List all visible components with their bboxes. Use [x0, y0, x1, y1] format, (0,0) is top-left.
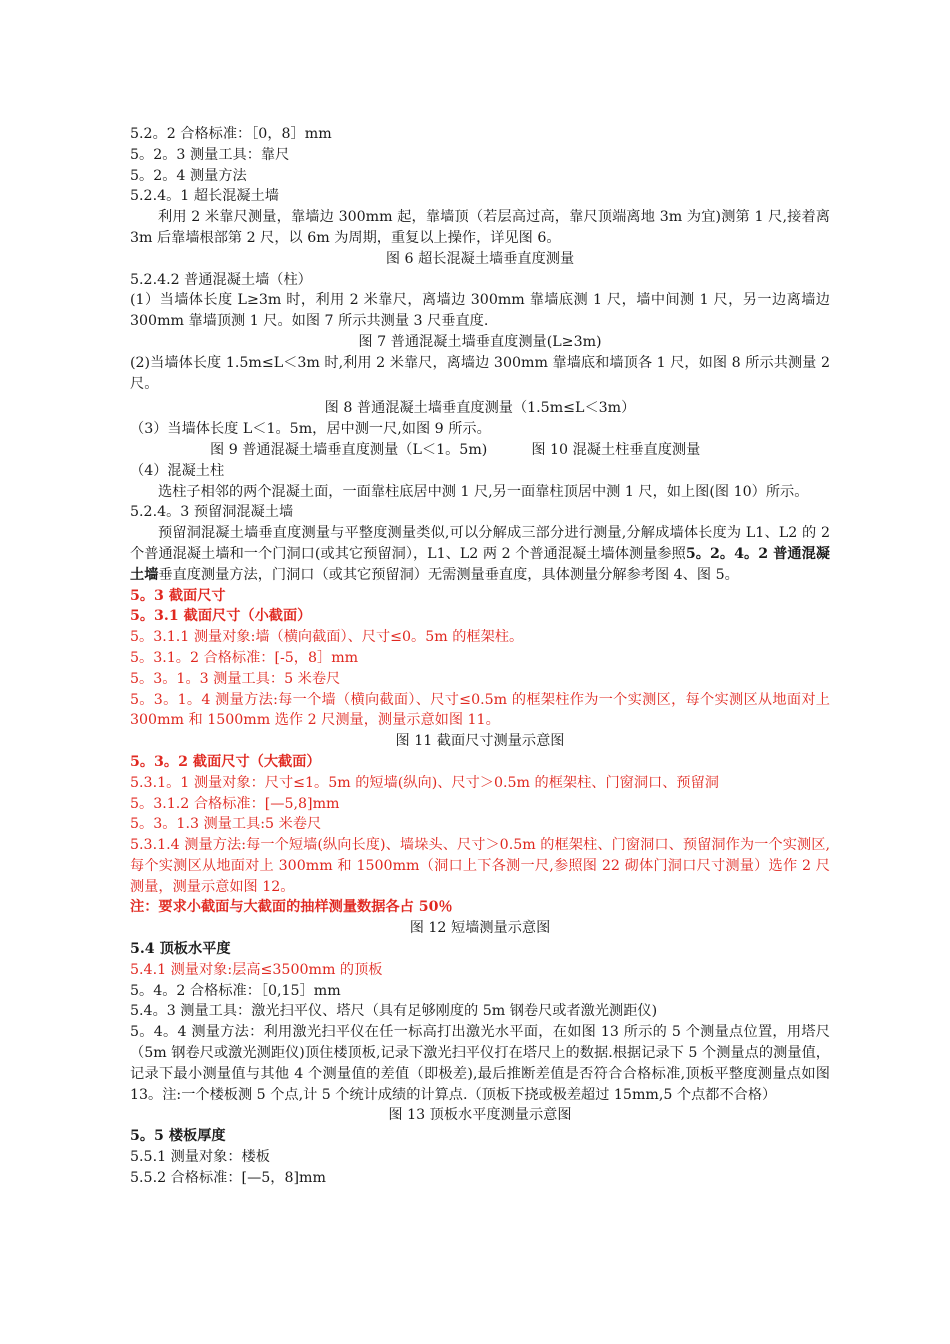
- clause-5-4-3: 5.4。3 测量工具：激光扫平仪、塔尺（具有足够刚度的 5m 钢卷尺或者激光测距仪): [130, 1003, 658, 1020]
- paragraph-long-wall: 利用 2 米靠尺测量，靠墙边 300mm 起，靠墙顶（若层高过高，靠尺顶端离地 3m 为宜)测第 1 尺,接着离 3m 后靠墙根部第 2 尺，以 6m 为周期，重复以上操作，详见图 6。: [130, 209, 830, 246]
- clause-5-2-4-3: 5.2.4。3 预留洞混凝土墙: [130, 504, 294, 521]
- section-5-5-heading: 5。5 楼板厚度: [130, 1128, 226, 1145]
- clause-5-3-1-3: 5。3。1。3 测量工具：5 米卷尺: [130, 670, 341, 687]
- clause-5-2-3: 5。2。3 测量工具：靠尺: [130, 146, 290, 163]
- clause-5-2-4-1: 5.2.4。1 超长混凝土墙: [130, 188, 279, 205]
- clause-5-5-2: 5.5.2 合格标准：[—5，8]mm: [130, 1169, 326, 1186]
- paragraph-reserved-opening-part1: 预留洞混凝土墙垂直度测量与平整度测量类似,可以分解成三部分进行测量,分解成墙体长度为 L1、L2 的 2 个普通混凝土墙和一个门洞口(或其它预留洞），L1、L2 两 2 个普通混凝土墙体测量参照: [130, 525, 830, 562]
- section-5-3-2-heading: 5。3。2 截面尺寸（大截面）: [130, 753, 321, 770]
- clause-5-3-1-1: 5。3.1.1 测量对象:墙（横向截面）、尺寸≤0。5m 的框架柱。: [130, 629, 524, 646]
- clause-5-2-4: 5。2。4 测量方法: [130, 167, 247, 184]
- clause-5-4-2: 5。4。2 合格标准：［0,15］mm: [130, 982, 341, 999]
- clause-5-3-2-1: 5.3.1。1 测量对象：尺寸≤1。5m 的短墙(纵向)、尺寸＞0.5m 的框架柱、门窗洞口、预留洞: [130, 774, 719, 791]
- clause-5-3-1-4: 5。3。1。4 测量方法:每一个墙（横向截面）、尺寸≤0.5m 的框架柱作为一个实测区，每个实测区从地面对上 300mm 和 1500mm 选作 2 尺测量，测量示意如图 11。: [130, 691, 830, 729]
- figure-8-caption: 图 8 普通混凝土墙垂直度测量（1.5m≤L＜3m）: [324, 400, 636, 417]
- figure-11-caption: 图 11 截面尺寸测量示意图: [395, 733, 565, 750]
- paragraph-reserved-opening-part2: 垂直度测量方法，门洞口（或其它预留洞）无需测量垂直度，具体测量分解参考图 4、图 5。: [158, 566, 739, 583]
- figure-12-caption: 图 12 短墙测量示意图: [409, 920, 551, 937]
- clause-5-5-1: 5.5.1 测量对象：楼板: [130, 1149, 270, 1166]
- section-5-3-heading: 5。3 截面尺寸: [130, 587, 226, 604]
- figure-13-caption: 图 13 顶板水平度测量示意图: [388, 1107, 572, 1124]
- clause-concrete-column: （4）混凝土柱: [130, 462, 225, 479]
- clause-5-3-2-4: 5.3.1.4 测量方法:每一个短墙(纵向长度)、墙垛头、尺寸＞0.5m 的框架柱、门窗洞口、预留洞作为一个实测区,每个实测区从地面对上 300mm 和 1500mm（洞口上下各测一尺,参照图 22 砌体门洞口尺寸测量）选作 2 尺测量，测量示意如图 12。: [130, 837, 830, 895]
- clause-5-3-1-2: 5。3.1。2 合格标准：[-5，8］mm: [130, 649, 359, 666]
- paragraph-reserved-opening: [130, 523, 830, 585]
- paragraph-wall-1-5-to-3m: (2)当墙体长度 1.5m≤L＜3m 时,利用 2 米靠尺，离墙边 300mm 靠墙底和墙顶各 1 尺，如图 8 所示共测量 2 尺。: [130, 354, 830, 392]
- clause-5-3-2-3: 5。3。1.3 测量工具:5 米卷尺: [130, 816, 322, 833]
- figure-10-caption: 图 10 混凝土柱垂直度测量: [531, 441, 701, 458]
- paragraph-reserved-opening-ref: 5。2。4。2 普通混凝土墙: [130, 545, 830, 583]
- figure-9-caption: 图 9 普通混凝土墙垂直度测量（L＜1。5m): [210, 441, 488, 458]
- sampling-note: 注：要求小截面与大截面的抽样测量数据各占 50％: [130, 899, 453, 916]
- section-5-4-heading: 5.4 顶板水平度: [130, 941, 231, 958]
- clause-5-2-4-2: 5.2.4.2 普通混凝土墙（柱）: [130, 271, 312, 288]
- clause-5-4-1: 5.4.1 测量对象:层高≤3500mm 的顶板: [130, 961, 383, 978]
- paragraph-wall-lt-1-5m: （3）当墙体长度 L＜1。5m，居中测一尺,如图 9 所示。: [130, 421, 491, 438]
- figure-7-caption: 图 7 普通混凝土墙垂直度测量(L≥3m): [358, 333, 602, 350]
- figure-6-caption: 图 6 超长混凝土墙垂直度测量: [385, 250, 575, 267]
- document-body: [130, 124, 830, 1189]
- paragraph-wall-l-ge-3m: (1）当墙体长度 L≥3m 时，利用 2 米靠尺，离墙边 300mm 靠墙底测 1 尺，墙中间测 1 尺，另一边离墙边 300mm 靠墙顶测 1 尺。如图 7 所示共测量 3 尺垂直度.: [130, 292, 830, 330]
- figure-9-10-captions: [130, 440, 830, 461]
- paragraph-column: 选柱子相邻的两个混凝土面，一面靠柱底居中测 1 尺,另一面靠柱顶居中测 1 尺，如上图(图 10）所示。: [158, 483, 809, 500]
- clause-5-2-2: 5.2。2 合格标准：［0，8］mm: [130, 126, 332, 142]
- clause-5-4-4: 5。4。4 测量方法：利用激光扫平仪在任一标高打出激光水平面，在如图 13 所示的 5 个测量点位置，用塔尺（5m 钢卷尺或激光测距仪)顶住楼顶板,记录下激光扫平仪打在塔尺上的数据.根据记录下 5 个测量点的测量值，记录下最小测量值与其他 4 个测量值的差值（即极差),最后推断差值是否符合合格标准,顶板平整度测量点如图 13。注:一个楼板测 5 个点,计 5 个统计成绩的计算点.（顶板下挠或极差超过 15mm,5 个点都不合格）: [130, 1024, 830, 1103]
- section-5-3-1-heading: 5。3.1 截面尺寸（小截面）: [130, 608, 312, 625]
- clause-5-3-2-2: 5。3.1.2 合格标准：[—5,8]mm: [130, 795, 340, 812]
